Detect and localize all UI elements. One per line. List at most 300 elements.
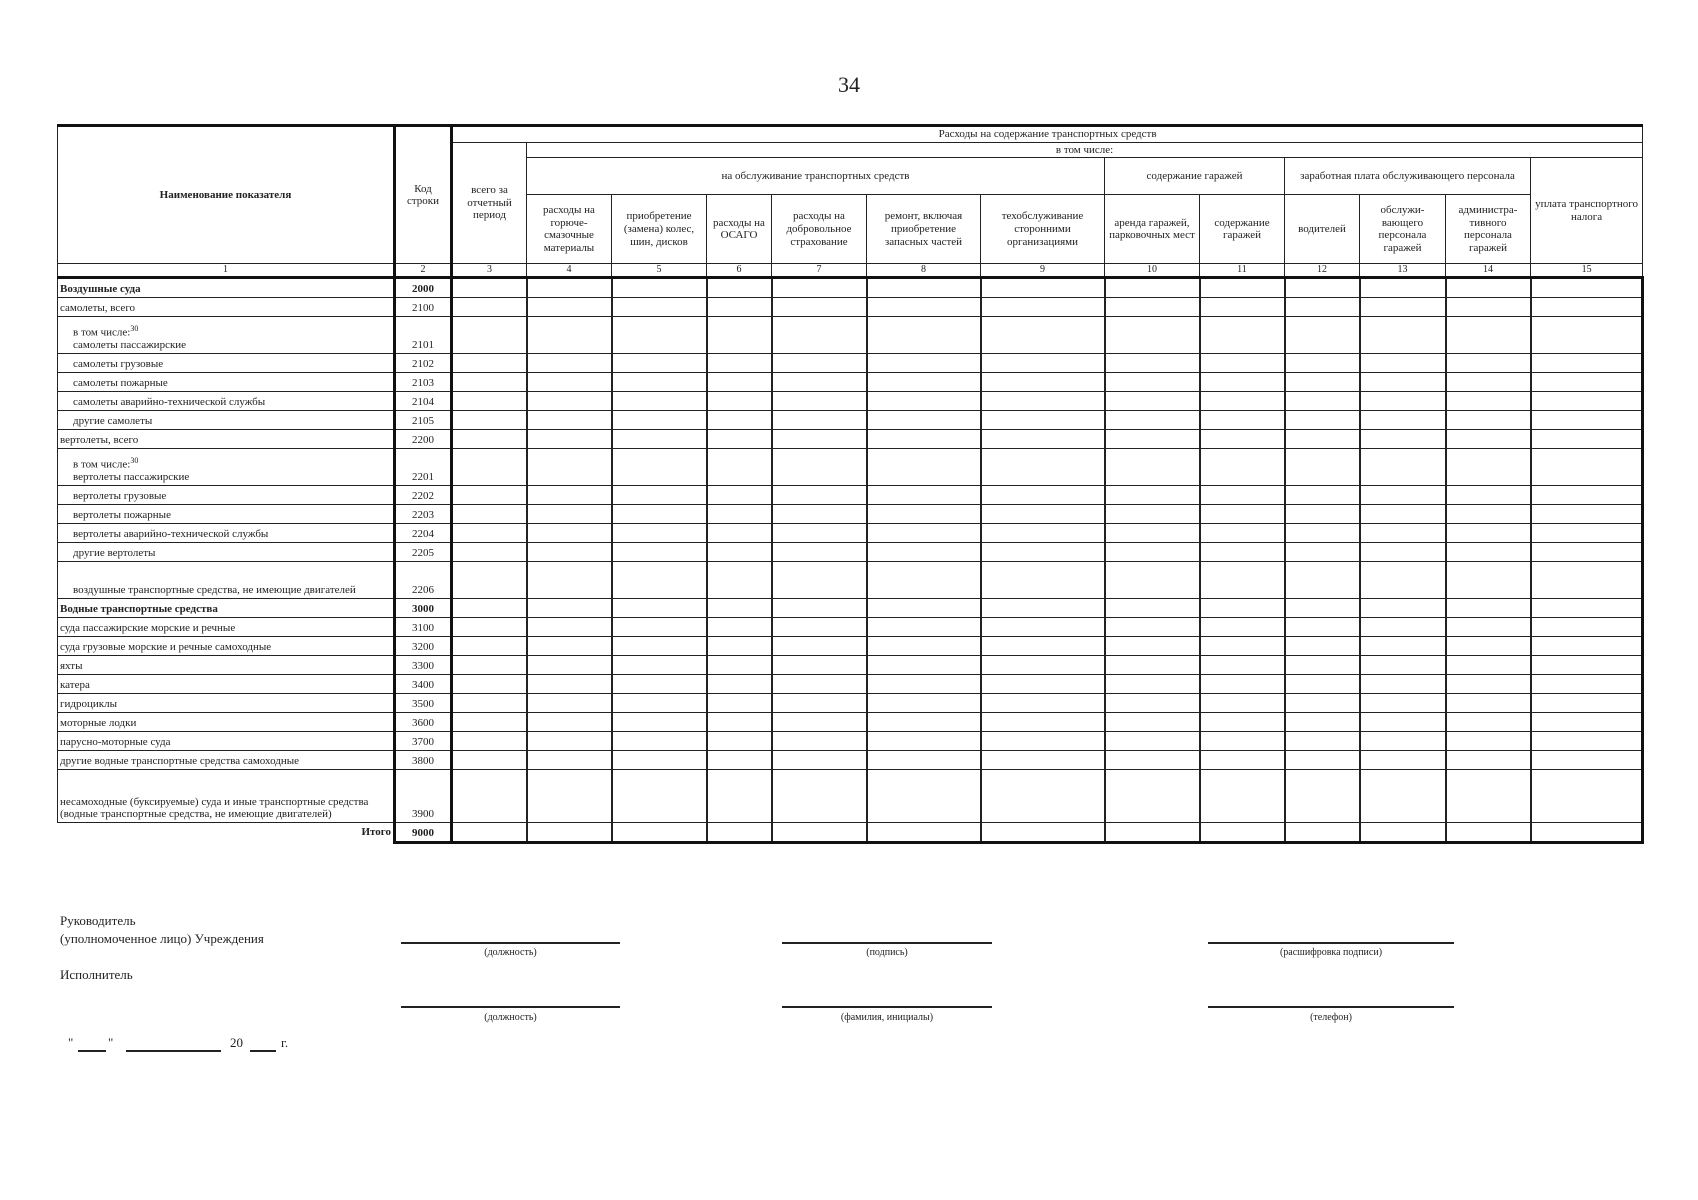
value-cell[interactable]	[1531, 674, 1643, 693]
value-cell[interactable]	[452, 277, 527, 297]
value-cell[interactable]	[1360, 523, 1446, 542]
value-cell[interactable]	[867, 372, 981, 391]
value-cell[interactable]	[1200, 297, 1285, 316]
value-cell[interactable]	[1105, 277, 1200, 297]
value-cell[interactable]	[527, 693, 612, 712]
value-cell[interactable]	[1446, 561, 1531, 598]
value-cell[interactable]	[1285, 674, 1360, 693]
value-cell[interactable]	[1531, 391, 1643, 410]
value-cell[interactable]	[527, 598, 612, 617]
value-cell[interactable]	[527, 561, 612, 598]
value-cell[interactable]	[1200, 542, 1285, 561]
value-cell[interactable]	[1360, 674, 1446, 693]
value-cell[interactable]	[1360, 429, 1446, 448]
total-value-cell[interactable]	[981, 822, 1105, 842]
value-cell[interactable]	[1200, 504, 1285, 523]
value-cell[interactable]	[772, 750, 867, 769]
value-cell[interactable]	[867, 297, 981, 316]
value-cell[interactable]	[867, 731, 981, 750]
value-cell[interactable]	[772, 504, 867, 523]
value-cell[interactable]	[1531, 598, 1643, 617]
value-cell[interactable]	[867, 655, 981, 674]
value-cell[interactable]	[867, 693, 981, 712]
value-cell[interactable]	[707, 542, 772, 561]
value-cell[interactable]	[452, 693, 527, 712]
value-cell[interactable]	[1200, 750, 1285, 769]
value-cell[interactable]	[981, 561, 1105, 598]
value-cell[interactable]	[1360, 448, 1446, 485]
value-cell[interactable]	[1105, 561, 1200, 598]
value-cell[interactable]	[1446, 504, 1531, 523]
value-cell[interactable]	[707, 485, 772, 504]
value-cell[interactable]	[527, 391, 612, 410]
value-cell[interactable]	[1285, 485, 1360, 504]
value-cell[interactable]	[867, 750, 981, 769]
value-cell[interactable]	[1446, 617, 1531, 636]
value-cell[interactable]	[452, 485, 527, 504]
value-cell[interactable]	[1285, 561, 1360, 598]
value-cell[interactable]	[707, 674, 772, 693]
value-cell[interactable]	[1531, 448, 1643, 485]
value-cell[interactable]	[527, 429, 612, 448]
value-cell[interactable]	[1200, 769, 1285, 822]
value-cell[interactable]	[1446, 655, 1531, 674]
value-cell[interactable]	[707, 391, 772, 410]
value-cell[interactable]	[1446, 391, 1531, 410]
value-cell[interactable]	[1531, 316, 1643, 353]
value-cell[interactable]	[612, 485, 707, 504]
value-cell[interactable]	[1200, 429, 1285, 448]
value-cell[interactable]	[1446, 372, 1531, 391]
value-cell[interactable]	[527, 655, 612, 674]
value-cell[interactable]	[772, 372, 867, 391]
value-cell[interactable]	[867, 636, 981, 655]
value-cell[interactable]	[867, 674, 981, 693]
value-cell[interactable]	[981, 542, 1105, 561]
value-cell[interactable]	[1285, 410, 1360, 429]
total-value-cell[interactable]	[612, 822, 707, 842]
value-cell[interactable]	[981, 750, 1105, 769]
value-cell[interactable]	[707, 448, 772, 485]
value-cell[interactable]	[1200, 561, 1285, 598]
value-cell[interactable]	[772, 429, 867, 448]
value-cell[interactable]	[1531, 353, 1643, 372]
value-cell[interactable]	[527, 485, 612, 504]
total-value-cell[interactable]	[707, 822, 772, 842]
value-cell[interactable]	[1531, 542, 1643, 561]
value-cell[interactable]	[612, 391, 707, 410]
date-day-line[interactable]	[78, 1050, 106, 1052]
value-cell[interactable]	[772, 410, 867, 429]
value-cell[interactable]	[772, 731, 867, 750]
value-cell[interactable]	[612, 542, 707, 561]
value-cell[interactable]	[452, 523, 527, 542]
value-cell[interactable]	[1285, 769, 1360, 822]
value-cell[interactable]	[1105, 504, 1200, 523]
value-cell[interactable]	[612, 504, 707, 523]
value-cell[interactable]	[1446, 448, 1531, 485]
value-cell[interactable]	[772, 561, 867, 598]
value-cell[interactable]	[867, 410, 981, 429]
value-cell[interactable]	[527, 542, 612, 561]
value-cell[interactable]	[612, 712, 707, 731]
value-cell[interactable]	[1105, 353, 1200, 372]
value-cell[interactable]	[1105, 410, 1200, 429]
value-cell[interactable]	[1105, 523, 1200, 542]
value-cell[interactable]	[452, 391, 527, 410]
total-value-cell[interactable]	[1360, 822, 1446, 842]
value-cell[interactable]	[1105, 655, 1200, 674]
value-cell[interactable]	[867, 353, 981, 372]
value-cell[interactable]	[527, 448, 612, 485]
value-cell[interactable]	[612, 674, 707, 693]
value-cell[interactable]	[1531, 712, 1643, 731]
value-cell[interactable]	[527, 353, 612, 372]
value-cell[interactable]	[452, 410, 527, 429]
value-cell[interactable]	[1531, 655, 1643, 674]
value-cell[interactable]	[452, 674, 527, 693]
value-cell[interactable]	[1360, 598, 1446, 617]
value-cell[interactable]	[1360, 693, 1446, 712]
value-cell[interactable]	[772, 523, 867, 542]
value-cell[interactable]	[1446, 674, 1531, 693]
value-cell[interactable]	[1360, 353, 1446, 372]
value-cell[interactable]	[772, 769, 867, 822]
head-signature-line[interactable]	[782, 942, 992, 944]
value-cell[interactable]	[1531, 277, 1643, 297]
value-cell[interactable]	[981, 674, 1105, 693]
value-cell[interactable]	[612, 598, 707, 617]
value-cell[interactable]	[527, 769, 612, 822]
value-cell[interactable]	[612, 372, 707, 391]
value-cell[interactable]	[1105, 617, 1200, 636]
executor-name-line[interactable]	[782, 1006, 992, 1008]
value-cell[interactable]	[981, 769, 1105, 822]
value-cell[interactable]	[981, 277, 1105, 297]
value-cell[interactable]	[1105, 372, 1200, 391]
value-cell[interactable]	[981, 429, 1105, 448]
value-cell[interactable]	[707, 617, 772, 636]
value-cell[interactable]	[452, 750, 527, 769]
value-cell[interactable]	[612, 353, 707, 372]
value-cell[interactable]	[1285, 277, 1360, 297]
value-cell[interactable]	[452, 655, 527, 674]
value-cell[interactable]	[1360, 561, 1446, 598]
value-cell[interactable]	[1531, 636, 1643, 655]
value-cell[interactable]	[452, 504, 527, 523]
value-cell[interactable]	[1105, 693, 1200, 712]
value-cell[interactable]	[981, 693, 1105, 712]
value-cell[interactable]	[1446, 485, 1531, 504]
value-cell[interactable]	[867, 429, 981, 448]
value-cell[interactable]	[1285, 297, 1360, 316]
value-cell[interactable]	[1200, 655, 1285, 674]
value-cell[interactable]	[1285, 504, 1360, 523]
value-cell[interactable]	[1285, 523, 1360, 542]
value-cell[interactable]	[452, 617, 527, 636]
executor-position-line[interactable]	[401, 1006, 620, 1008]
value-cell[interactable]	[707, 316, 772, 353]
value-cell[interactable]	[1360, 410, 1446, 429]
value-cell[interactable]	[1105, 636, 1200, 655]
value-cell[interactable]	[1446, 353, 1531, 372]
value-cell[interactable]	[1531, 617, 1643, 636]
value-cell[interactable]	[772, 485, 867, 504]
value-cell[interactable]	[981, 485, 1105, 504]
value-cell[interactable]	[527, 636, 612, 655]
value-cell[interactable]	[612, 410, 707, 429]
value-cell[interactable]	[707, 504, 772, 523]
value-cell[interactable]	[707, 598, 772, 617]
value-cell[interactable]	[612, 523, 707, 542]
value-cell[interactable]	[1105, 769, 1200, 822]
value-cell[interactable]	[707, 731, 772, 750]
total-value-cell[interactable]	[1200, 822, 1285, 842]
value-cell[interactable]	[452, 712, 527, 731]
value-cell[interactable]	[867, 769, 981, 822]
value-cell[interactable]	[612, 693, 707, 712]
value-cell[interactable]	[1105, 598, 1200, 617]
value-cell[interactable]	[1531, 504, 1643, 523]
value-cell[interactable]	[1285, 391, 1360, 410]
value-cell[interactable]	[1531, 693, 1643, 712]
value-cell[interactable]	[867, 712, 981, 731]
value-cell[interactable]	[772, 693, 867, 712]
value-cell[interactable]	[1200, 617, 1285, 636]
value-cell[interactable]	[452, 598, 527, 617]
value-cell[interactable]	[1200, 674, 1285, 693]
value-cell[interactable]	[1531, 372, 1643, 391]
value-cell[interactable]	[707, 693, 772, 712]
value-cell[interactable]	[1200, 410, 1285, 429]
value-cell[interactable]	[1446, 731, 1531, 750]
value-cell[interactable]	[867, 391, 981, 410]
value-cell[interactable]	[1200, 353, 1285, 372]
value-cell[interactable]	[1531, 297, 1643, 316]
value-cell[interactable]	[612, 769, 707, 822]
value-cell[interactable]	[981, 523, 1105, 542]
value-cell[interactable]	[772, 674, 867, 693]
value-cell[interactable]	[612, 561, 707, 598]
value-cell[interactable]	[1285, 316, 1360, 353]
value-cell[interactable]	[867, 617, 981, 636]
value-cell[interactable]	[867, 485, 981, 504]
value-cell[interactable]	[1360, 391, 1446, 410]
value-cell[interactable]	[867, 523, 981, 542]
value-cell[interactable]	[1285, 372, 1360, 391]
value-cell[interactable]	[981, 353, 1105, 372]
value-cell[interactable]	[867, 598, 981, 617]
value-cell[interactable]	[772, 316, 867, 353]
value-cell[interactable]	[981, 448, 1105, 485]
value-cell[interactable]	[867, 561, 981, 598]
value-cell[interactable]	[1446, 750, 1531, 769]
value-cell[interactable]	[1360, 316, 1446, 353]
value-cell[interactable]	[452, 353, 527, 372]
value-cell[interactable]	[772, 353, 867, 372]
value-cell[interactable]	[1105, 448, 1200, 485]
value-cell[interactable]	[981, 712, 1105, 731]
value-cell[interactable]	[1360, 372, 1446, 391]
value-cell[interactable]	[707, 523, 772, 542]
value-cell[interactable]	[772, 448, 867, 485]
value-cell[interactable]	[1285, 353, 1360, 372]
value-cell[interactable]	[1446, 297, 1531, 316]
value-cell[interactable]	[452, 542, 527, 561]
value-cell[interactable]	[772, 297, 867, 316]
value-cell[interactable]	[1531, 731, 1643, 750]
value-cell[interactable]	[707, 353, 772, 372]
value-cell[interactable]	[867, 448, 981, 485]
value-cell[interactable]	[1200, 485, 1285, 504]
date-year-line[interactable]	[250, 1050, 276, 1052]
value-cell[interactable]	[772, 617, 867, 636]
value-cell[interactable]	[1200, 277, 1285, 297]
total-value-cell[interactable]	[772, 822, 867, 842]
value-cell[interactable]	[707, 372, 772, 391]
value-cell[interactable]	[981, 598, 1105, 617]
value-cell[interactable]	[1105, 542, 1200, 561]
value-cell[interactable]	[1446, 277, 1531, 297]
value-cell[interactable]	[527, 277, 612, 297]
date-month-line[interactable]	[126, 1050, 221, 1052]
value-cell[interactable]	[867, 277, 981, 297]
value-cell[interactable]	[981, 636, 1105, 655]
value-cell[interactable]	[612, 731, 707, 750]
value-cell[interactable]	[452, 561, 527, 598]
value-cell[interactable]	[1446, 693, 1531, 712]
value-cell[interactable]	[1200, 523, 1285, 542]
value-cell[interactable]	[452, 448, 527, 485]
value-cell[interactable]	[452, 769, 527, 822]
value-cell[interactable]	[527, 504, 612, 523]
value-cell[interactable]	[527, 372, 612, 391]
value-cell[interactable]	[452, 316, 527, 353]
value-cell[interactable]	[452, 297, 527, 316]
value-cell[interactable]	[1360, 297, 1446, 316]
value-cell[interactable]	[612, 277, 707, 297]
value-cell[interactable]	[981, 297, 1105, 316]
value-cell[interactable]	[1446, 542, 1531, 561]
value-cell[interactable]	[1285, 750, 1360, 769]
value-cell[interactable]	[1531, 485, 1643, 504]
value-cell[interactable]	[1360, 636, 1446, 655]
value-cell[interactable]	[1360, 277, 1446, 297]
value-cell[interactable]	[1531, 750, 1643, 769]
value-cell[interactable]	[527, 674, 612, 693]
value-cell[interactable]	[1360, 731, 1446, 750]
total-value-cell[interactable]	[1285, 822, 1360, 842]
value-cell[interactable]	[981, 617, 1105, 636]
value-cell[interactable]	[707, 750, 772, 769]
value-cell[interactable]	[527, 750, 612, 769]
value-cell[interactable]	[452, 372, 527, 391]
total-value-cell[interactable]	[867, 822, 981, 842]
value-cell[interactable]	[1285, 542, 1360, 561]
value-cell[interactable]	[1531, 523, 1643, 542]
value-cell[interactable]	[1360, 504, 1446, 523]
value-cell[interactable]	[1200, 372, 1285, 391]
value-cell[interactable]	[527, 712, 612, 731]
value-cell[interactable]	[707, 769, 772, 822]
value-cell[interactable]	[1105, 731, 1200, 750]
value-cell[interactable]	[1446, 636, 1531, 655]
value-cell[interactable]	[612, 448, 707, 485]
value-cell[interactable]	[1360, 485, 1446, 504]
value-cell[interactable]	[1531, 769, 1643, 822]
value-cell[interactable]	[772, 712, 867, 731]
value-cell[interactable]	[1446, 410, 1531, 429]
executor-phone-line[interactable]	[1208, 1006, 1454, 1008]
value-cell[interactable]	[1531, 410, 1643, 429]
value-cell[interactable]	[1200, 391, 1285, 410]
value-cell[interactable]	[527, 731, 612, 750]
value-cell[interactable]	[452, 636, 527, 655]
value-cell[interactable]	[772, 391, 867, 410]
value-cell[interactable]	[1285, 636, 1360, 655]
value-cell[interactable]	[867, 504, 981, 523]
value-cell[interactable]	[867, 542, 981, 561]
value-cell[interactable]	[1446, 316, 1531, 353]
value-cell[interactable]	[772, 598, 867, 617]
value-cell[interactable]	[707, 712, 772, 731]
value-cell[interactable]	[981, 316, 1105, 353]
value-cell[interactable]	[612, 297, 707, 316]
total-value-cell[interactable]	[1105, 822, 1200, 842]
value-cell[interactable]	[1200, 598, 1285, 617]
value-cell[interactable]	[1285, 655, 1360, 674]
head-decoding-line[interactable]	[1208, 942, 1454, 944]
value-cell[interactable]	[981, 731, 1105, 750]
value-cell[interactable]	[1200, 693, 1285, 712]
value-cell[interactable]	[527, 617, 612, 636]
value-cell[interactable]	[1200, 448, 1285, 485]
value-cell[interactable]	[981, 372, 1105, 391]
total-value-cell[interactable]	[527, 822, 612, 842]
value-cell[interactable]	[612, 655, 707, 674]
value-cell[interactable]	[772, 636, 867, 655]
value-cell[interactable]	[1360, 655, 1446, 674]
value-cell[interactable]	[1360, 769, 1446, 822]
value-cell[interactable]	[527, 316, 612, 353]
value-cell[interactable]	[1531, 429, 1643, 448]
value-cell[interactable]	[612, 636, 707, 655]
value-cell[interactable]	[1105, 316, 1200, 353]
value-cell[interactable]	[867, 316, 981, 353]
value-cell[interactable]	[707, 636, 772, 655]
total-value-cell[interactable]	[1531, 822, 1643, 842]
value-cell[interactable]	[1285, 617, 1360, 636]
value-cell[interactable]	[1285, 693, 1360, 712]
value-cell[interactable]	[612, 316, 707, 353]
value-cell[interactable]	[527, 523, 612, 542]
value-cell[interactable]	[981, 410, 1105, 429]
value-cell[interactable]	[1285, 598, 1360, 617]
value-cell[interactable]	[1200, 636, 1285, 655]
total-value-cell[interactable]	[452, 822, 527, 842]
value-cell[interactable]	[1105, 297, 1200, 316]
head-position-line[interactable]	[401, 942, 620, 944]
value-cell[interactable]	[1446, 769, 1531, 822]
value-cell[interactable]	[1285, 731, 1360, 750]
value-cell[interactable]	[981, 504, 1105, 523]
value-cell[interactable]	[1105, 391, 1200, 410]
value-cell[interactable]	[1105, 712, 1200, 731]
value-cell[interactable]	[981, 391, 1105, 410]
value-cell[interactable]	[707, 655, 772, 674]
value-cell[interactable]	[772, 542, 867, 561]
value-cell[interactable]	[1360, 750, 1446, 769]
